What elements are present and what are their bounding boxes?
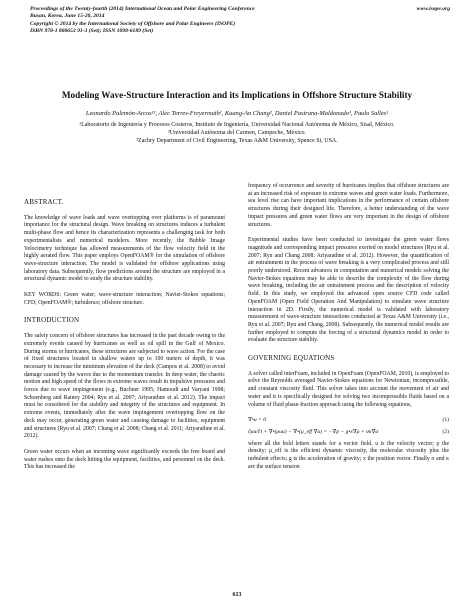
proceedings-header: [30, 6, 450, 36]
header-line: Busan, Korea, June 15-20, 2014: [30, 13, 105, 20]
intro-paragraph-1: The safety concern of offshore structures has increased in the past decade owing to the extremely events caused by hurricanes as well as oil spill in the Gulf of Mexico. During storms or hurricanes, these structures are subjected to wave action. For the case of fixed structures located in shallow waters up to 100 meters of depth, it was necessary to increase the minimum elevation of the deck (Campos et al. 2008) to avoid damage caused by the waves due to the momentum transfer. In deep water, the chaotic motion and high speed of the flows in extreme waves result in impulsive pressures and forces due to wave impingement (e.g., Buchner 1995; Hamoudi and Varyani 1998; Schoenberg and Rainey 2004; Ryu et al. 2007; Ariyarathne et al. 2012). The impact must be considered for the stability and integrity of the structures and equipment. In extreme events, immediately after the wave impingement overtopping flow on the deck may occur, generating green water and causing damage to facilities, equipment and structures (Ryu et al. 2007; Chang et al. 2008; Chang et al. 2011; Ariyarathne et al. 2012).: [24, 333, 225, 440]
equation-1: [248, 417, 449, 425]
author-list: Leonardo Palemón-Arcos¹², Alec Torres-Freyermuth¹, Kuang-An Chang², Daniel Pastrana-Maldonado³, Paulo Salles¹: [85, 110, 389, 117]
introduction-heading: INTRODUCTION: [24, 316, 80, 325]
keywords: KEY WORDS: Green water; wave-structure interaction; Navier-Stokes equations; CFD; OpenFOAM®; turbulence; offshore structure.: [24, 292, 225, 306]
affiliation-2: ²Zachry Department of Civil Engineering, Texas A&M University, Spence St, USA.: [136, 138, 338, 144]
intro-paragraph-2: Green water occurs when an incoming wave significantly exceeds the free board and water rushes onto the deck hitting the equipment, facilities, and personnel on the deck. This has increased the: [24, 448, 225, 471]
left-column: [24, 183, 225, 480]
page-number: 613: [232, 592, 242, 598]
equation-2: [248, 429, 449, 437]
governing-equations-heading: GOVERNING EQUATIONS: [248, 354, 335, 363]
equation-1-number: (1): [442, 417, 449, 424]
abstract-heading: ABSTRACT.: [24, 198, 64, 206]
right-column: [248, 183, 449, 480]
header-line: Proceedings of the Twenty-fourth (2014) International Ocean and Polar Engineering Conference: [30, 6, 255, 12]
intro-paragraph-4: Experimental studies have been conducted to investigate the green water flows magnitude and corresponding impact pressures exerted on model structures (Ryu et al. 2007; Ryu and Chang 2008; Ariyarathne et al. 2012). However, the quantification of air entrainment in the process of wave breaking is a very complicated process and still poorly understood. Recent advances in computation and numerical models solving the Navier-Stokes equations may be able to describe the complexity of the flow during wave breaking, including the air entrainment process and the description of velocity field. In this study, we employed the advanced open source CFD code called OpenFOAM (Open Field Operation And Manipulation) to simulate wave structure interaction in 2D. Firstly, the numerical model is validated with laboratory measurement of wave-structure interactions conducted at Texas A&M University (i.e., Ryu et al. 2007; Ryu and Chang, 2008). Subsequently, the numerical model results are further employed to compute the forcing of a structural dynamics model in order to evaluate the structure stability.: [248, 237, 449, 344]
equation-2-number: (2): [442, 428, 449, 435]
intro-paragraph-3: frequency of occurrence and severity of hurricanes implies that offshore structures are at an increased risk of exposure to extreme waves and green water loads. Furthermore, sea level rise can have important implications in the performance of certain offshore structures during their designed life. Therefore, a better understanding of the wave impact pressures and green water flows are very important in the design of offshore structures.: [248, 183, 449, 228]
affiliation-1: ¹Laboratorio de Ingeniería y Procesos Costeros, Instituto de Ingeniería, Universidad Nacional Autónoma de México, Sisal, México.: [79, 122, 395, 128]
governing-paragraph-2: where all the bold letters stands for a vector field. u is the velocity vector; ρ the density; μ_eff is the efficient dynamic viscosity, the molecular viscosity plus the turbulent effects; g is the acceleration of gravity; x the position vector. Finally σ and κ are the surface tension: [248, 440, 449, 470]
paper-title: Modeling Wave-Structure Interaction and its Implications in Offshore Structure Stability: [61, 90, 413, 100]
header-line: ISBN 978-1 880653 91-3 (Set); ISSN 1098-6189 (Set): [30, 28, 154, 35]
header-site-url[interactable]: www.isope.org: [416, 6, 450, 12]
equation-2-formula: ∂ρu/∂t + ∇•(ρuu) − ∇•(μ_eff ∇u) = −∇p − g•x∇ρ + σκ∇α: [248, 428, 379, 435]
abstract-text: The knowledge of wave loads and wave overtopping over platforms is of paramount importance for the structural design. Wave breaking on structures induces a turbulent multi-phase flow and hence its characterization represents a challenging task for both experimentalists and numerical modelers. More recently, the Bubble Image Velocimetry technique has allowed measurements of the flow velocity field in the highly aerated flow. This paper employs OpenFOAM® for the simulation of offshore wave-structure interaction. The model is validated for offshore applications using laboratory data. Subsequently, flow predictions around the structure are employed in a structural dynamic model to study the structure stability.: [24, 214, 225, 283]
governing-paragraph-1: A solver called interFoam, included in OpenFoam (OpenFOAM, 2010), is employed to solve the Reynolds averaged Navier-Stokes equations for Newtonian, incompressible, and constant viscosity fluid. This solver takes into account the movement of air and water and it is specifically designed for solving two incompressible fluids based on a volume of fluid phase-fraction approach using the following equations,: [248, 370, 449, 408]
affiliation-3: ³Universidad Autónoma del Carmen, Campeche, México.: [167, 130, 307, 136]
header-line: Copyright © 2014 by the International Society of Offshore and Polar Engineers (ISOPE): [30, 20, 236, 27]
equation-1-formula: ∇•u = 0: [248, 417, 267, 424]
